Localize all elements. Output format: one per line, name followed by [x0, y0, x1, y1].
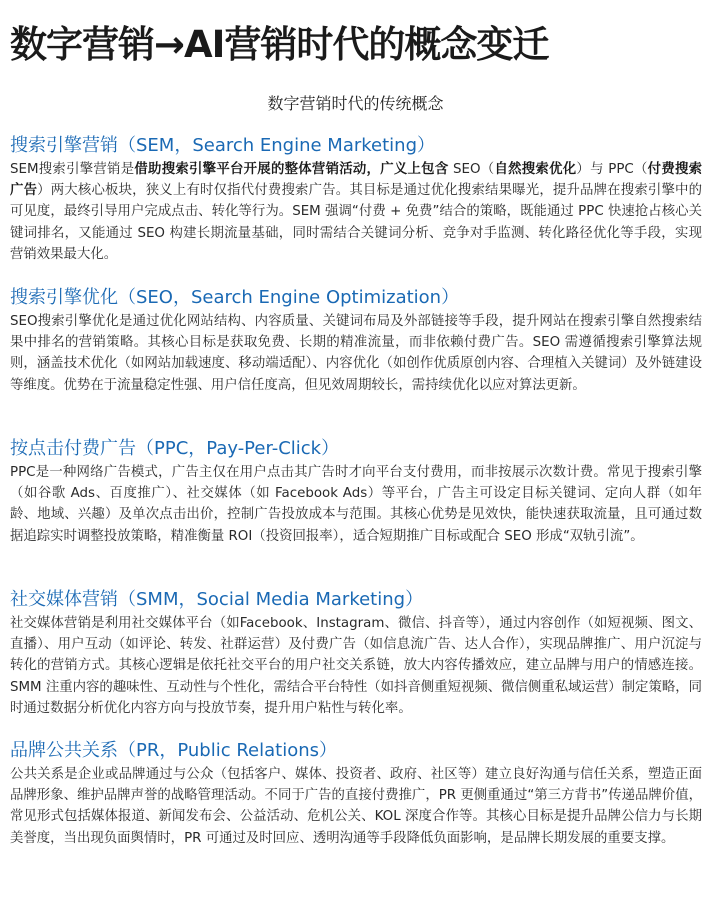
section-heading: 搜索引擎营销（SEM，Search Engine Marketing） — [10, 135, 436, 156]
body-text-bold: 付费搜索广告 — [10, 162, 703, 199]
section-sem — [10, 134, 702, 265]
body-text: SEO（ — [448, 162, 495, 177]
body-text: ）与 PPC（ — [576, 162, 648, 177]
body-text: 社交媒体营销是利用社交媒体平台（如Facebook、Instagram、微信、抖音等），通过内容创作（如短视频、图文、直播）、用户互动（如评论、转发、社群运营）及付费广告（如信息流广告、达人合作），实现品牌推广、用户沉淀与转化的营销方式。其核心逻辑是依托社交平台的用户社交关系链，放大内容传播效应，建立品牌与用户的情感连接。SMM 注重内容的趣味性、互动性与个性化，需结合平台特性（如抖音侧重短视频、微信侧重私域运营）制定策略，同时通过数据分析优化内容方向与投放节奏，提升用户粘性与转化率。 — [10, 616, 702, 716]
body-text: ）两大核心板块，狭义上有时仅指代付费搜索广告。其目标是通过优化搜索结果曝光，提升品牌在搜索引擎中的可见度，最终引导用户完成点击、转化等行为。SEM 强调“付费 + 免费”结合的策略，既能通过 PPC 快速抢占核心关键词排名，又能通过 SEO 构建长期流量基础，同时需结合关键词分析、竞争对手监测、转化路径优化等手段，实现营销效果最大化。 — [10, 183, 703, 262]
section-heading: 品牌公共关系（PR，Public Relations） — [10, 740, 338, 761]
body-text-bold: 自然搜索优化 — [494, 162, 577, 177]
section-heading: 搜索引擎优化（SEO，Search Engine Optimization） — [10, 287, 460, 308]
section-seo — [10, 286, 702, 396]
body-text: 公共关系是企业或品牌通过与公众（包括客户、媒体、投资者、政府、社区等）建立良好沟通与信任关系，塑造正面品牌形象、维护品牌声誉的战略管理活动。不同于广告的直接付费推广，PR 更侧重通过“第三方背书”传递品牌价值，常见形式包括媒体报道、新闻发布会、公益活动、危机公关、KOL 深度合作等。其核心目标是提升品牌公信力与长期美誉度，当出现负面舆情时，PR 可通过及时回应、透明沟通等手段降低负面影响，是品牌长期发展的重要支撑。 — [10, 767, 702, 846]
section-body — [10, 764, 702, 849]
body-text: SEO搜索引擎优化是通过优化网站结构、内容质量、关键词布局及外部链接等手段，提升网站在搜索引擎自然搜索结果中排名的营销策略。其核心目标是获取免费、长期的精准流量，而非依赖付费广告。SEO 需遵循搜索引擎算法规则，涵盖技术优化（如网站加载速度、移动端适配）、内容优化（如创作优质原创内容、合理植入关键词）及外链建设等维度。优势在于流量稳定性强、用户信任度高，但见效周期较长，需持续优化以应对算法更新。 — [10, 314, 702, 393]
body-text-bold: 借助搜索引擎平台开展的整体营销活动，广义上包含 — [134, 162, 449, 177]
section-heading: 按点击付费广告（PPC，Pay-Per-Click） — [10, 438, 340, 459]
section-body — [10, 159, 702, 265]
page-title: 数字营销→AI营销时代的概念变迁 — [10, 23, 549, 66]
body-text: SEM搜索引擎营销是 — [10, 162, 135, 177]
body-text: PPC是一种网络广告模式，广告主仅在用户点击其广告时才向平台支付费用，而非按展示次数计费。常见于搜索引擎（如谷歌 Ads、百度推广）、社交媒体（如 Facebook Ads）等平台，广告主可设定目标关键词、定向人群（如年龄、地域、兴趣）及单次点击出价，控制广告投放成本与范围。其核心优势是见效快，能快速获取流量，且可通过数据追踪实时调整投放策略，精准衡量 ROI（投资回报率），适合短期推广目标或配合 SEO 形成“双轨引流”。 — [10, 465, 702, 544]
section-body — [10, 462, 702, 547]
section-body — [10, 311, 702, 396]
section-ppc — [10, 437, 702, 547]
page-subtitle: 数字营销时代的传统概念 — [267, 94, 444, 113]
section-pr — [10, 739, 702, 849]
section-smm — [10, 588, 702, 719]
section-heading: 社交媒体营销（SMM，Social Media Marketing） — [10, 589, 424, 610]
section-body — [10, 613, 702, 719]
